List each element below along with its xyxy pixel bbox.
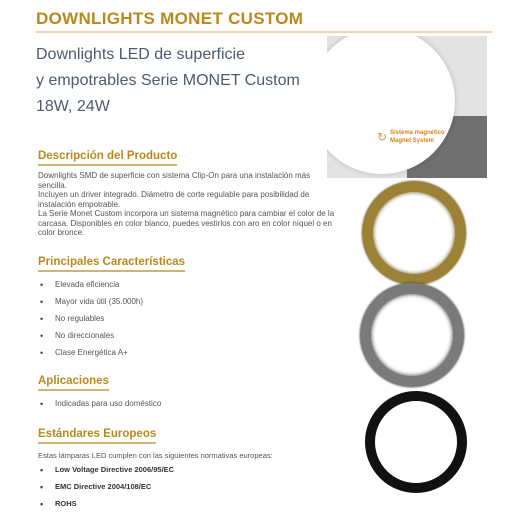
standard-item: • Low Voltage Directive 2006/95/EC [38,465,174,482]
applications-heading: Aplicaciones [38,375,109,391]
product-title-line-3: 18W, 24W [36,98,110,115]
product-title-line-1: Downlights LED de superficie [36,46,245,63]
magnet-system-label [390,129,460,145]
feature-item: • Elevada eficiencia [38,280,143,297]
page-header-title: DOWNLIGHTS MONET CUSTOM [36,9,304,28]
application-item: • Indicadas para uso doméstico [38,399,161,416]
black-ring-image [365,391,467,493]
features-list [38,280,143,365]
product-title [36,42,366,120]
standards-intro: Estas lámparas LED cumplen con las siguientes normativas europeas: [38,451,273,460]
feature-item: • No direccionales [38,331,143,348]
description-line-3: La Serie Monet Custom incorpora un sistema magnético para cambiar el color de la carcasa. Disponibles en color blanco, puedes vestirlos con aro en color níquel o en color bronce. [38,209,335,237]
description-line-1: Downlights SMD de superficie con sistema Clip-On para una instalación más sencilla. [38,171,311,190]
hero-product-image [327,36,487,178]
standards-list [38,465,174,516]
magnet-arrow-icon: ↻ [377,130,388,144]
standards-heading: Estándares Europeos [38,428,156,444]
standard-item: • ROHS [38,499,174,516]
header-rule [36,31,492,33]
feature-item: • No regulables [38,314,143,331]
description-heading: Descripción del Producto [38,150,177,166]
product-title-line-2: y empotrables Serie MONET Custom [36,72,300,89]
nickel-ring-image [360,283,464,387]
features-heading: Principales Características [38,256,185,272]
description-line-2: Incluyen un driver integrado. Diámetro de corte regulable para posibilidad de instalación empotrable. [38,190,310,209]
magnet-label-en: Magnet System [390,138,435,144]
bronze-ring-image [362,181,466,285]
description-text [38,171,338,238]
applications-list [38,399,161,416]
standard-item: • EMC Directive 2004/108/EC [38,482,174,499]
feature-item: • Clase Energética A+ [38,348,143,365]
magnet-label-es: Sistema magnético [390,130,445,136]
feature-item: • Mayor vida útil (35.000h) [38,297,143,314]
